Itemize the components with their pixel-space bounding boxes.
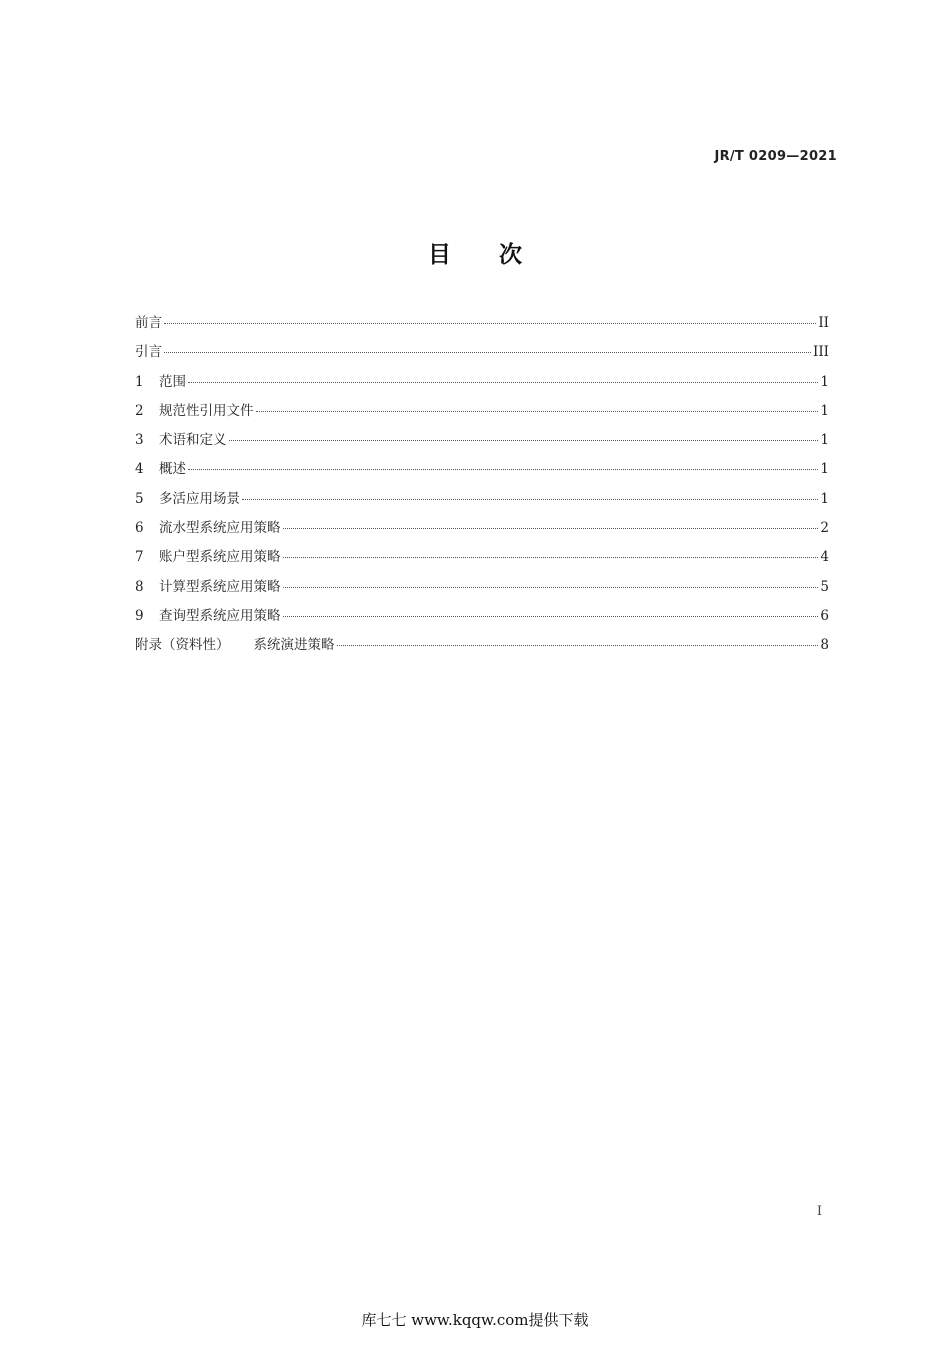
toc-entry-number: 2 [135,402,144,419]
standard-code: JR/T 0209—2021 [714,149,837,164]
toc-entry-9[interactable] [135,604,829,633]
toc-entry-label: 范围 [159,373,186,390]
toc-entry-page: 1 [820,490,829,507]
footer-download-note: 库七七 www.kqqw.com提供下载 [361,1311,589,1329]
toc-entry-8[interactable] [135,575,829,604]
toc-entry-page: 1 [820,432,829,449]
toc-annex-prefix: 附录（资料性） [135,637,230,654]
toc-entry-number: 7 [135,549,144,566]
toc-entry-label: 查询型系统应用策略 [159,607,281,624]
toc-leader-dots [242,499,818,500]
toc-leader-dots [256,411,819,412]
toc-entry-label: 规范性引用文件 [159,402,254,419]
toc-entry-page: 8 [820,637,829,654]
page-number: I [816,1204,822,1219]
toc-entry-number: 8 [135,578,144,595]
toc-entry-label: 流水型系统应用策略 [159,520,281,537]
toc-leader-dots [164,352,811,353]
toc-entry-label: 术语和定义 [159,432,227,449]
toc-entry-page: 1 [820,373,829,390]
toc-entry-label: 前言 [135,315,162,331]
toc-entry-number: 9 [135,607,144,624]
toc-leader-dots [188,382,818,383]
toc-entry-page: 4 [820,549,829,566]
toc-leader-dots [188,469,818,470]
toc-entry-label: 计算型系统应用策略 [159,578,281,595]
toc-entry-page: II [818,315,829,331]
toc-leader-dots [164,323,816,324]
toc-leader-dots [283,616,819,617]
toc-entry-number: 6 [135,520,144,537]
toc-leader-dots [337,645,819,646]
toc-entry-page: 5 [820,578,829,595]
toc-entry-number: 5 [135,490,144,507]
toc-leader-dots [283,528,819,529]
toc-entry-page: III [813,344,829,361]
toc-leader-dots [229,440,819,441]
toc-entry-label: 概述 [159,461,186,478]
page-title-char-1: 目 [428,242,451,268]
toc-entry-foreword[interactable] [135,311,829,340]
toc-entry-7[interactable] [135,545,829,574]
table-of-contents [135,311,829,663]
toc-entry-page: 6 [820,607,829,624]
toc-entry-2[interactable] [135,399,829,428]
toc-entry-6[interactable] [135,516,829,545]
toc-entry-5[interactable] [135,487,829,516]
toc-leader-dots [283,587,819,588]
page-title [0,236,950,269]
toc-entry-introduction[interactable] [135,340,829,369]
toc-entry-number: 3 [135,432,144,449]
toc-entry-page: 1 [820,402,829,419]
toc-entry-number: 4 [135,461,144,478]
toc-entry-3[interactable] [135,428,829,457]
page-title-char-2: 次 [499,242,522,268]
toc-entry-4[interactable] [135,457,829,486]
toc-entry-label: 多活应用场景 [159,490,240,507]
toc-entry-page: 2 [820,520,829,537]
toc-entry-label: 引言 [135,344,162,361]
toc-leader-dots [283,557,819,558]
toc-entry-label: 账户型系统应用策略 [159,549,281,566]
toc-entry-number: 1 [135,373,144,390]
toc-entry-annex[interactable] [135,633,829,662]
toc-entry-1[interactable] [135,370,829,399]
toc-entry-page: 1 [820,461,829,478]
toc-entry-label: 系统演进策略 [253,637,335,654]
